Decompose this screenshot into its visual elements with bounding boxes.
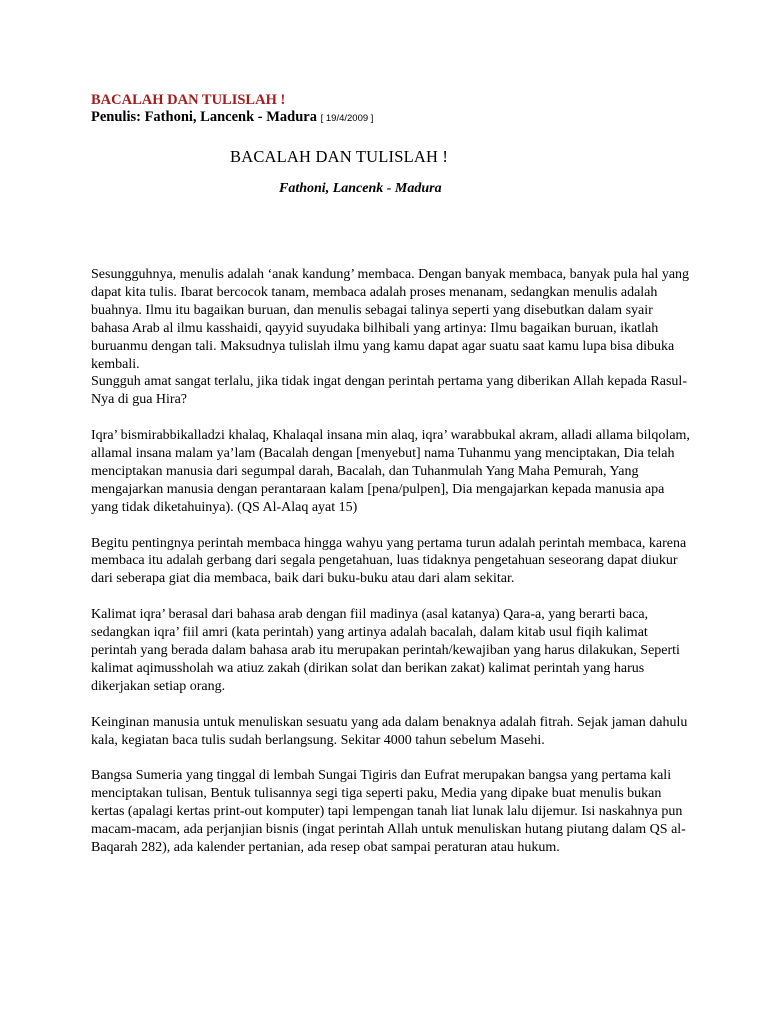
article-body	[91, 266, 691, 875]
paragraph: Begitu pentingnya perintah membaca hingga wahyu yang pertama turun adalah perintah membaca, karena membaca itu adalah gerbang dari segala pengetahuan, luas tidaknya pengetahuan seseorang dapat diukur dari seberapa giat dia membaca, baik dari buku-buku atau dari alam sekitar.	[91, 535, 687, 587]
paragraph: Iqra’ bismirabbikalladzi khalaq, Khalaqal insana min alaq, iqra’ warabbukal akram, alladi allama bilqolam, allamal insana malam ya’lam (Bacalah dengan [menyebut] nama Tuhanmu yang menciptakan, Dia telah menciptakan manusia dari segumpal darah, Bacalah, dan Tuhanmulah Yang Maha Pemurah, Yang mengajarkan manusia dengan perantaraan kalam [pena/pulpen], Dia mengajarkan kepada manusia apa yang tidak diketahuinya). (QS Al-Alaq ayat 15)	[91, 428, 690, 515]
publish-date: [ 19/4/2009 ]	[320, 113, 374, 124]
document-page	[91, 92, 691, 855]
author-byline	[91, 109, 691, 127]
paragraph: Bangsa Sumeria yang tinggal di lembah Sungai Tigiris dan Eufrat merupakan bangsa yang pertama kali menciptakan tulisan, Bentuk tulisannya segi tiga seperti paku, Media yang dipake buat menulis bukan kertas (apalagi kertas print-out komputer) tapi lempengan tanah liat lunak lalu dijemur. Isi naskahnya pun macam-macam, ada perjanjian bisnis (ingat perintah Allah untuk menuliskan hutang piutang dalam QS al-Baqarah 282), ada kalender pertanian, ada resep obat sampai peraturan atau hukum.	[91, 768, 686, 855]
paragraph: Sungguh amat sangat terlalu, jika tidak ingat dengan perintah pertama yang diberikan Allah kepada Rasul-Nya di gua Hira?	[91, 374, 687, 408]
article-author: Fathoni, Lancenk - Madura	[279, 181, 442, 196]
paragraph: Keinginan manusia untuk menuliskan sesuatu yang ada dalam benaknya adalah fitrah. Sejak jaman dahulu kala, kegiatan baca tulis sudah berlangsung. Sekitar 4000 tahun sebelum Masehi.	[91, 714, 688, 748]
paragraph: Kalimat iqra’ berasal dari bahasa arab dengan fiil madinya (asal katanya) Qara-a, yang berarti baca, sedangkan iqra’ fiil amri (kata perintah) yang artinya adalah bacalah, dalam kitab usul fiqih kalimat perintah yang berada dalam bahasa arab itu merupakan perintah/kewajiban yang harus dilakukan, Seperti kalimat aqimussholah wa atiuz zakah (dirikan solat dan berikan zakat) kalimat perintah yang harus dikerjakan setiap orang.	[91, 607, 680, 694]
article-title: BACALAH DAN TULISLAH !	[230, 147, 449, 166]
header-title: BACALAH DAN TULISLAH !	[91, 92, 286, 108]
author-line: Penulis: Fathoni, Lancenk - Madura	[91, 109, 317, 125]
paragraph: Sesungguhnya, menulis adalah ‘anak kandung’ membaca. Dengan banyak membaca, banyak pula hal yang dapat kita tulis. Ibarat bercocok tanam, membaca adalah proses menanam, sedangkan menulis adalah buahnya. Ilmu itu bagaikan buruan, dan menulis sebagai talinya seperti yang disebutkan dalam syair bahasa Arab al ilmu kasshaidi, qayyid suyudaka bilhibali yang artinya: Ilmu bagaikan buruan, ikatlah buruanmu dengan tali. Maksudnya tulislah ilmu yang kamu dapat agar suatu saat kamu lupa bisa dibuka kembali.	[91, 267, 690, 372]
